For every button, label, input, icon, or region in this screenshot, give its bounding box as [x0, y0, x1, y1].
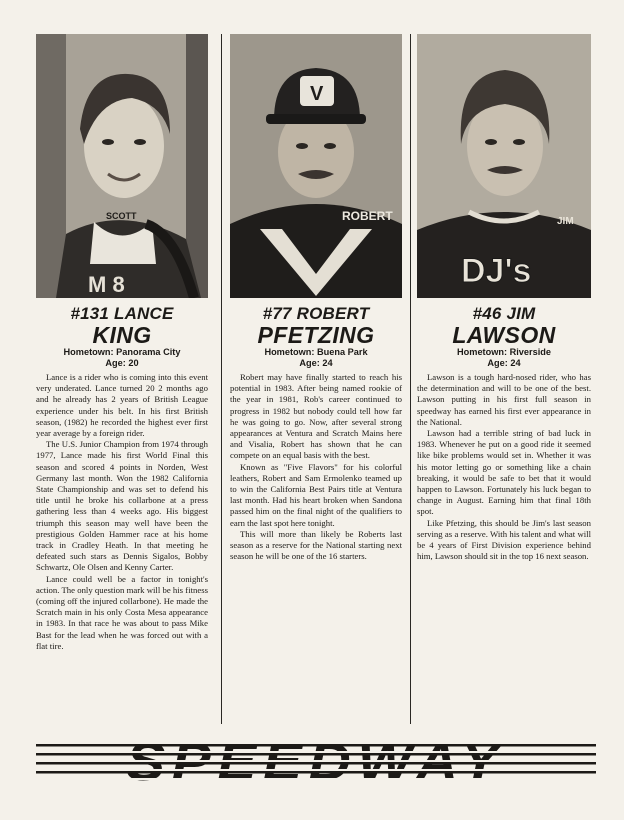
bio-paragraph: Like Pfetzing, this should be Jim's last season serving as a reserve. With his talent and what will be 4 years of First Division experience behind him, Lawson should sit in the top 16 next season.: [417, 517, 591, 562]
bio-paragraph: The U.S. Junior Champion from 1974 through 1977, Lance made his first World Final this season and scored 4 points in Norden, West Germany last month. Won the 1982 California State Championship and was set to defend his title until he broke his collarbone at a press gathering less than 4 weeks ago. His biggest triumph this season may well have been the prestigious Golden Hammer race at his home track in Cradley Heath. In that meeting he defeated such stars as Dennis Sigalos, Bobby Schwartz, Ole Olsen and Kenny Carter.: [36, 439, 208, 573]
rider-column-pfetzing: [230, 34, 402, 562]
rider-age: Age: 24: [299, 358, 333, 368]
bio-paragraph: Lance could well be a factor in tonight's action. The only question mark will be his fitness (coming off the injured collarbone). He made the Scratch main in his only Costa Mesa appearance in 1983. In that race he was about to pass Mike Bast for the lead when he was forced out with a flat tire.: [36, 573, 208, 651]
column-divider: [410, 34, 411, 724]
rider-age: Age: 20: [105, 358, 139, 368]
rider-hometown: Hometown: Riverside: [457, 347, 551, 357]
rider-last-name: LAWSON: [452, 322, 556, 348]
rider-bio: [230, 372, 402, 562]
bio-paragraph: Lawson is a tough hard-nosed rider, who has the determination and will to be one of the best. Lawson putting in his first full season in speedway has earned his first ever appearance in the National.: [417, 372, 591, 427]
helmet-text: SCOTT: [106, 211, 137, 221]
sleeve-text: JIM: [557, 216, 574, 227]
speedway-logo: [36, 734, 596, 786]
rider-photo-pfetzing: [230, 34, 402, 298]
bio-paragraph: Lawson had a terrible string of bad luck in 1983. Whenever he put on a good ride it seemed like bike problems would set in. Whether it was his motor letting go or something like a chain breaking, it would be safe to bet that it would happen to Lawson. Fortunately his luck began to change in August. Earning him that final 18th spot.: [417, 428, 591, 517]
rider-photo-king: [36, 34, 208, 298]
bio-paragraph: Known as "Five Flavors" for his colorful leathers, Robert and Sam Ermolenko teamed up to win the California Best Pairs title at Ventura last month. Had his heart broken when Sandona passed him on the final night of the qualifiers to earn the last spot here tonight.: [230, 461, 402, 528]
rider-column-king: [36, 34, 208, 652]
column-divider: [221, 34, 222, 724]
bib-text: M 8: [88, 272, 125, 297]
bio-paragraph: This will more than likely be Roberts last season as a reserve for the National starting next season he will be one of the 16 starters.: [230, 528, 402, 562]
rider-number: #131 LANCE: [70, 304, 174, 323]
rider-hometown: Hometown: Buena Park: [264, 347, 368, 357]
rider-last-name: PFETZING: [257, 322, 375, 348]
shirt-text: DJ's: [461, 252, 532, 290]
rider-number: #46 JIM: [472, 304, 536, 323]
bio-paragraph: Lance is a rider who is coming into this event very underated. Lance turned 20 2 months ago and he already has 2 years of British League experience under his belt. In his first British season, (1982) he recorded the highest ever first year average by a foreign rider.: [36, 372, 208, 439]
chest-text: ROBERT: [342, 209, 393, 223]
rider-age: Age: 24: [487, 358, 521, 368]
rider-number: #77 ROBERT: [262, 304, 370, 323]
cap-logo-text: V: [310, 83, 324, 105]
rider-photo-lawson: [417, 34, 591, 298]
rider-last-name: KING: [92, 322, 152, 348]
rider-bio: [36, 372, 208, 652]
bio-paragraph: Robert may have finally started to reach his potential in 1983. After being named rookie of the year in 1981, Rob's career continued to progress in 1982 but nobody could tell how far he was going to go. Now, after several strong appearances at Ventura and Scratch Mains here and Visalia, Robert has shown that he can compete on an equal basis with the best.: [230, 372, 402, 461]
rider-bio: [417, 372, 591, 562]
rider-hometown: Hometown: Panorama City: [63, 347, 181, 357]
rider-column-lawson: [417, 34, 591, 562]
